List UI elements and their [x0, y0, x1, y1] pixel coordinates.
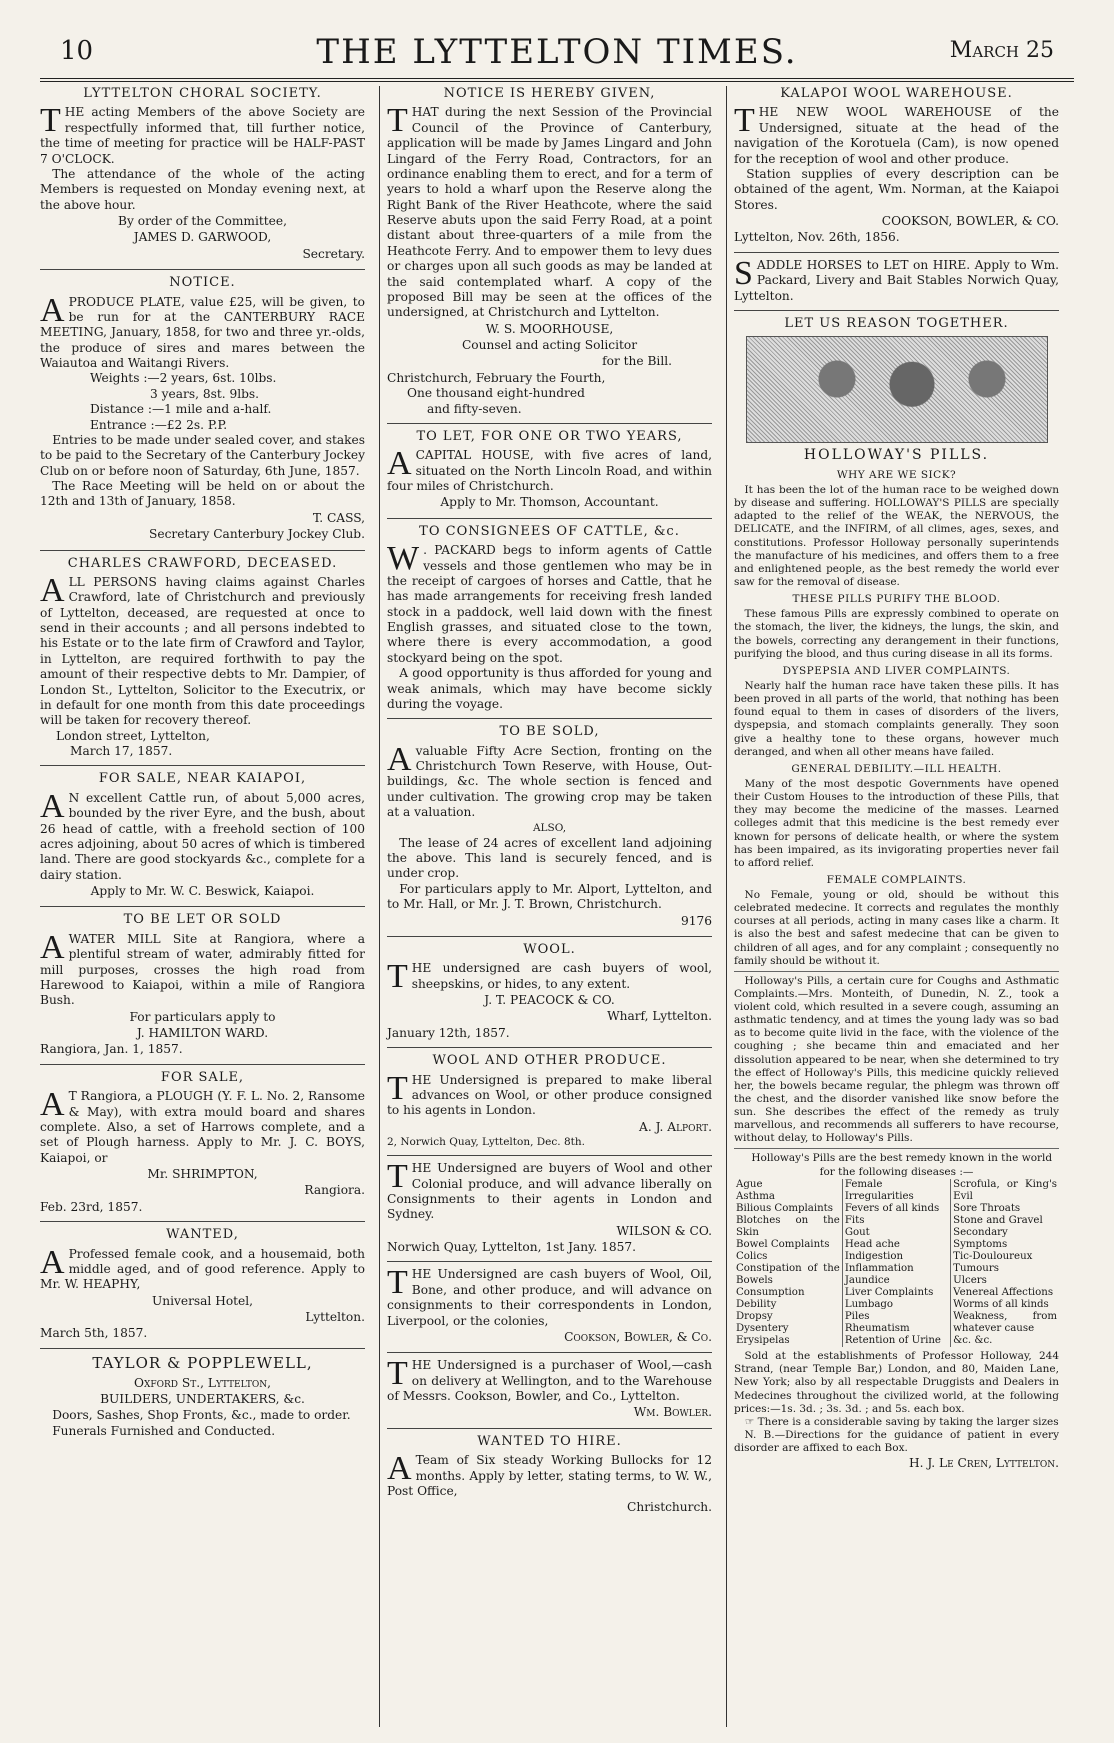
disease-item: Constipation of the Bowels	[736, 1262, 840, 1286]
ad-signature: Wm. Bowler.	[633, 1405, 712, 1420]
drop-cap: A	[40, 571, 65, 609]
ad-body: Doors, Sashes, Shop Fronts, &c., made to order.	[52, 1408, 351, 1423]
column-divider	[379, 86, 380, 1727]
drop-cap: A	[387, 1450, 412, 1488]
drop-cap: T	[387, 958, 408, 996]
ad-text: HE Undersigned is a purchaser of Wool,—cash on delivery at Wellington, and to the Warehouse of Messrs. Cookson, Bowler, and Co., Lyttelton.	[387, 1358, 712, 1403]
ad-heading: NOTICE.	[169, 275, 236, 291]
column-2	[387, 86, 712, 1727]
ad-text: Professed female cook, and a housemaid, both middle aged, and of good reference. Apply to Mr. W. HEAPHY,	[40, 1246, 365, 1292]
disease-item: Ague	[736, 1178, 763, 1190]
ad-text: . PACKARD begs to inform agents of Cattle vessels and those gentlemen who may be in the receipt of cargoes of horses and Cattle, that he has made arrangements for receiving fresh landed stock in a paddock, well laid down with the finest English grasses, and situated close to the town, where there is every accommodation, a good stockyard being on the spot.	[387, 543, 712, 665]
ad-body	[387, 540, 712, 666]
ad-wanted-cook	[40, 1221, 365, 1344]
ad-wool-buyers	[387, 936, 712, 1043]
disease-item: Weakness, from whatever cause	[953, 1311, 1057, 1335]
ad-text: Team of Six steady Working Bullocks for 12 months. Apply by letter, stating terms, to W. W., Post Office,	[387, 1453, 712, 1498]
disease-item: Ulcers	[953, 1274, 987, 1286]
disease-item: Venereal Affections	[953, 1287, 1054, 1298]
ad-trade: BUILDERS, UNDERTAKERS, &c.	[100, 1392, 305, 1407]
ad-plough-sale	[40, 1064, 365, 1217]
ad-date: Rangiora, Jan. 1, 1857.	[40, 1042, 183, 1057]
ad-heading: WANTED TO HIRE.	[477, 1433, 622, 1449]
ad-date: Feb. 23rd, 1857.	[40, 1199, 143, 1214]
ad-reference: 9176	[680, 913, 712, 928]
ad-signature: By order of the Committee,	[118, 214, 287, 228]
ad-body	[387, 958, 712, 996]
ad-text: WATER MILL Site at Rangiora, where a plentiful stream of water, admirably fitted for mill purposes, crosses the high road from Harewood to Kaiapoi, within a mile of Rangiora Bush.	[40, 931, 365, 1008]
drop-cap: A	[40, 928, 65, 966]
ad-body: Nearly half the human race have taken these pills. It has been proved in all parts of the world, that nothing has been found equal to them in cases of disorders of the livers, dyspepsia, and stomach complaints generally. They soon give a healthy tone to these organs, however much deranged, and when all other means have failed.	[734, 680, 1059, 758]
ad-wilson-co	[387, 1155, 712, 1257]
ad-heading: TO CONSIGNEES OF CATTLE, &c.	[419, 523, 680, 539]
drop-cap: A	[40, 1243, 65, 1281]
ad-section-sale	[387, 718, 712, 932]
newspaper-title: THE LYTTELTON TIMES.	[316, 32, 798, 72]
disease-item: Erysipelas	[736, 1335, 790, 1347]
ad-text: LL PERSONS having claims against Charles Crawford, late of Christchurch and previously of Lyttelton, deceased, are requested at once to send in their accounts ; and all persons indebted to his Estate or to the late firm of Crawford and Taylor, in Lyttelton, are required forthwith to pay the amount of their respective debts to Mr. Dampier, of London St., Lyttelton, Solicitor to the Executrix, or in default for one month from this date proceedings will be taken for recovery thereof.	[40, 574, 365, 728]
ad-heading: TO BE SOLD,	[499, 724, 600, 740]
ad-text: N excellent Cattle run, of about 5,000 acres, bounded by the river Eyre, and the bush, about 26 head of cattle, with a freehold section of 100 acres adjoining, about 50 acres of which is timbered land. There are good stockyards &c., complete for a dairy station.	[40, 790, 365, 882]
disease-item: Colics	[736, 1250, 768, 1262]
ad-signature: T. CASS,	[312, 510, 365, 525]
ad-text: valuable Fifty Acre Section, fronting on the Christchurch Town Reserve, with House, Out-buildings, &c. The whole section is fenced and under cultivation. The growing crop may be taken at a valuation.	[387, 743, 712, 820]
ad-signature: Secretary Canterbury Jockey Club.	[149, 527, 365, 542]
diseases-column	[734, 1179, 842, 1347]
ad-signature: WILSON & CO.	[616, 1223, 712, 1238]
ad-heading: WANTED,	[166, 1227, 239, 1243]
ad-date: One thousand eight-hundred	[407, 386, 585, 401]
ad-signature: W. S. MOORHOUSE,	[485, 321, 614, 336]
ad-signature: J. T. PEACOCK & CO.	[484, 993, 615, 1007]
disease-item: Tumours	[953, 1262, 999, 1274]
disease-item: Fevers of all kinds	[844, 1202, 940, 1214]
ad-wanted-to-hire	[387, 1428, 712, 1519]
ad-body	[40, 1086, 365, 1166]
ad-text: HE acting Members of the above Society are respectfully informed that, till further notice, the time of meeting for practice will be HALF-PAST 7 O'CLOCK.	[40, 105, 365, 166]
ad-body: Holloway's Pills are the best remedy known in the world for the following diseases :—	[734, 1148, 1059, 1178]
ad-subheading: DYSPEPSIA AND LIVER COMPLAINTS.	[782, 664, 1011, 677]
ad-body: The lease of 24 acres of excellent land adjoining the above. This land is securely fenced, and is under crop.	[387, 835, 712, 881]
ad-date: March 17, 1857.	[70, 744, 173, 758]
ad-signature: For particulars apply to	[129, 1009, 276, 1024]
ad-body	[734, 102, 1059, 167]
ad-wool-warehouse	[734, 86, 1059, 248]
ad-heading: FOR SALE,	[160, 1069, 245, 1085]
ad-heading: LYTTELTON CHORAL SOCIETY.	[83, 86, 322, 101]
engraving-illustration	[746, 336, 1048, 443]
drop-cap: A	[387, 740, 412, 778]
ad-body	[387, 1158, 712, 1223]
disease-item: &c. &c.	[953, 1335, 993, 1347]
ad-signature: Secretary.	[302, 246, 365, 261]
ad-heading: NOTICE IS HEREBY GIVEN,	[443, 86, 656, 101]
disease-item: Jaundice	[844, 1274, 890, 1286]
ad-text: CAPITAL HOUSE, with five acres of land, situated on the North Lincoln Road, and within four miles of Christchurch.	[387, 448, 712, 493]
disease-item: Female Irregularities	[844, 1178, 914, 1202]
ad-cookson-bowler	[387, 1261, 712, 1348]
disease-item: Gout	[844, 1226, 870, 1238]
diseases-column	[842, 1179, 950, 1347]
disease-item: Rheumatism	[844, 1323, 910, 1335]
ad-date: Christchurch, February the Fourth,	[387, 370, 606, 385]
ad-subheading: FEMALE COMPLAINTS.	[826, 873, 967, 886]
page-number: 10	[60, 36, 94, 66]
disease-item: Blotches on the Skin	[736, 1214, 840, 1238]
disease-item: Asthma	[736, 1190, 775, 1202]
race-distance: Distance :—1 mile and a-half.	[90, 402, 272, 417]
ad-body	[734, 254, 1059, 304]
ad-subheading: ALSO,	[532, 821, 567, 834]
ad-body: It has been the lot of the human race to be weighed down by disease and suffering. HOLLOWAY'S PILLS are specially adapted to the relief of the WEAK, the NERVOUS, the DELICATE, and the INFIRM, of all climes, ages, sexes, and constitutions. Professor Holloway personally superintends the manufacture of his medicines, and offers them to a free and enlightened people, as the best remedy the world ever saw for the removal of disease.	[734, 484, 1059, 588]
ad-body: These famous Pills are expressly combined to operate on the stomach, the liver, the kidneys, the lungs, the skin, and the bowels, correcting any derangement in their functions, purifying the blood, and thus curing disease in all its forms.	[734, 608, 1059, 660]
column-divider	[726, 86, 727, 1727]
race-weights: Weights :—2 years, 6st. 10lbs.	[90, 371, 277, 386]
ad-signature: Apply to Mr. Thomson, Accountant.	[440, 495, 659, 510]
ad-signature: JAMES D. GARWOOD,	[133, 230, 272, 245]
ad-kaiapoi-sale	[40, 765, 365, 902]
ad-signature: COOKSON, BOWLER, & CO.	[881, 214, 1059, 228]
disease-item: Worms of all kinds	[953, 1299, 1049, 1311]
ad-subheading: WHY ARE WE SICK?	[836, 468, 957, 481]
ad-testimonial: Holloway's Pills, a certain cure for Coughs and Asthmatic Complaints.—Mrs. Monteith, of Dunedin, N. Z., took a violent cold, which resulted in a severe cough, assuming an asthmatic tendency, and at times the young lady was so bad as to become quite livid in the face, with the violence of the coughing ; she became thin and emaciated and her dissolution appeared to be near, when she determined to try the effect of Holloway's Pills, this medicine quickly relieved her, the bowels became regular, the phlegm was thrown off the chest, and the disorder vanished like snow before the sun. She describes the effect of the remedy as truly marvellous, and recommends all sufferers to have recourse, without delay, to Holloway's Pills.	[734, 971, 1059, 1146]
ad-body	[40, 571, 365, 729]
drop-cap: T	[734, 102, 755, 140]
disease-item: Stone and Gravel	[953, 1214, 1043, 1226]
ad-heading: CHARLES CRAWFORD, DECEASED.	[67, 555, 338, 571]
ad-body	[40, 1243, 365, 1293]
ad-signature: for the Bill.	[602, 354, 672, 369]
ad-text: HAT during the next Session of the Provincial Council of the Province of Canterbury, application will be made by James Lingard and John Lingard of the Ferry Road, Contractors, for an ordinance enabling them to erect, and for a term of years to hold a wharf upon the Reserve along the Right Bank of the River Heathcote, where the said Reserve abuts upon the said Ferry Road, at a point distant about three-quarters of a mile from the Heathcote Ferry. And to empower them to levy dues or charges upon all such goods as may be landed at the said contemplated wharf. A copy of the proposed Bill may be seen at the offices of the undersigned, at Christchurch and Lyttelton.	[387, 105, 712, 320]
pointing-hand-icon: ☞	[744, 1415, 758, 1428]
ad-signature: London street, Lyttelton,	[56, 728, 210, 743]
ad-body	[40, 787, 365, 883]
disease-item: Tic-Douloureux	[953, 1250, 1033, 1262]
drop-cap: A	[40, 1086, 65, 1124]
disease-item: Head ache	[844, 1238, 900, 1250]
drop-cap: A	[40, 291, 65, 329]
ad-body: A good opportunity is thus afforded for young and weak animals, which may have become sickly during the voyage.	[387, 666, 712, 711]
ad-body	[387, 1069, 712, 1119]
ad-heading: FOR SALE, NEAR KAIAPOI,	[98, 771, 307, 787]
drop-cap: T	[387, 1264, 408, 1302]
ad-notice-given	[387, 86, 712, 419]
race-weights: 3 years, 8st. 9lbs.	[150, 386, 260, 401]
diseases-column	[951, 1179, 1059, 1347]
ad-text: PRODUCE PLATE, value £25, will be given, to be run for at the CANTERBURY RACE MEETING, January, 1858, for two and three yr.-olds, the produce of sires and mares between the Waiautoa and Waitangi Rivers.	[40, 294, 365, 370]
ad-text: HE undersigned are cash buyers of wool, sheepskins, or hides, to any extent.	[411, 961, 712, 991]
ad-holloways-pills	[734, 310, 1059, 1475]
ad-water-mill	[40, 906, 365, 1059]
ad-text: HE Undersigned are buyers of Wool and other Colonial produce, and will advance liberally on Consignments to their agents in London and Sydney.	[387, 1161, 712, 1222]
drop-cap: T	[387, 102, 408, 140]
ad-signature: J. HAMILTON WARD.	[136, 1026, 269, 1040]
ad-heading: TO LET, FOR ONE OR TWO YEARS,	[416, 428, 683, 444]
ad-signature: Cookson, Bowler, & Co.	[564, 1329, 712, 1344]
ad-note: N. B.—Directions for the guidance of patient in every disorder are affixed to each Box.	[734, 1428, 1059, 1455]
disease-item: Inflammation	[844, 1262, 914, 1274]
disease-item: Consumption	[736, 1287, 805, 1298]
drop-cap: T	[40, 102, 61, 140]
ad-body	[40, 102, 365, 167]
issue-date: March 25	[949, 38, 1054, 63]
masthead-rule	[40, 78, 1074, 82]
ad-text: There is a considerable saving by taking the larger sizes	[757, 1415, 1059, 1428]
drop-cap: A	[387, 445, 412, 483]
ad-body	[387, 102, 712, 320]
ad-heading: WOOL AND OTHER PRODUCE.	[432, 1053, 667, 1069]
ad-address: Oxford St., Lyttelton,	[133, 1375, 271, 1390]
ad-body	[387, 445, 712, 494]
ad-date: 2, Norwich Quay, Lyttelton, Dec. 8th.	[387, 1136, 585, 1148]
disease-item: Piles	[844, 1311, 870, 1323]
ad-signature: Counsel and acting Solicitor	[461, 338, 638, 352]
ad-to-let-house	[387, 423, 712, 514]
ad-date: Lyttelton, Nov. 26th, 1856.	[734, 230, 900, 245]
ad-wool-produce	[387, 1047, 712, 1151]
ad-heading: WOOL.	[523, 941, 576, 957]
drop-cap: A	[40, 787, 65, 825]
ad-taylor-popplewell	[40, 1348, 365, 1441]
ad-date: Norwich Quay, Lyttelton, 1st Jany. 1857.	[387, 1240, 637, 1254]
masthead	[40, 30, 1074, 78]
disease-item: Retention of Urine	[844, 1335, 941, 1347]
ad-body: Entries to be made under sealed cover, and stakes to be paid to the Secretary of the Canterbury Jockey Club on or before noon of Saturday, 6th June, 1857.	[40, 432, 365, 478]
drop-cap: W	[387, 540, 420, 578]
ad-heading: TO BE LET OR SOLD	[123, 912, 282, 928]
ad-date: January 12th, 1857.	[387, 1025, 510, 1040]
ad-text: T Rangiora, a PLOUGH (Y. F. L. No. 2, Ransome & May), with extra mould board and shares complete. Also, a set of Harrows complete, and a set of Plough harness. Apply to Mr. J. C. BOYS, Kaiapoi, or	[40, 1089, 365, 1165]
disease-item: Bilious Complaints	[736, 1202, 834, 1214]
disease-item: Dropsy	[736, 1311, 773, 1323]
ad-body	[387, 740, 712, 821]
ad-date: and fifty-seven.	[427, 401, 522, 416]
ad-signature: Mr. SHRIMPTON,	[147, 1167, 258, 1181]
drop-cap: T	[387, 1069, 408, 1107]
ad-body: Station supplies of every description can be obtained of the agent, Wm. Norman, at the Kaiapoi Stores.	[734, 166, 1059, 212]
disease-item: Lumbago	[844, 1299, 894, 1311]
drop-cap: T	[387, 1355, 408, 1393]
ad-text: HE Undersigned are cash buyers of Wool, Oil, Bone, and other produce, and will advance on consignments to their correspondents in London, Liverpool, or the colonies,	[387, 1267, 712, 1328]
ad-subheading: THESE PILLS PURIFY THE BLOOD.	[792, 593, 1001, 606]
ad-heading: TAYLOR & POPPLEWELL,	[92, 1353, 313, 1372]
ad-signature: Lyttelton.	[305, 1310, 365, 1324]
ad-body	[387, 1355, 712, 1404]
ad-body: Many of the most despotic Governments have opened their Custom Houses to the introduction of these Pills, that they may become the medicine of the masses. Learned colleges admit that this medicine is the best remedy ever known for persons of delicate health, or where the system has been impaired, as its invigorating properties never fail to afford relief.	[734, 778, 1059, 869]
disease-item: Scrofula, or King's Evil	[953, 1178, 1057, 1202]
disease-item: Debility	[736, 1299, 777, 1311]
ad-body: Funerals Furnished and Conducted.	[52, 1423, 276, 1438]
ad-signature: Universal Hotel,	[151, 1293, 254, 1308]
disease-item: Secondary Symptoms	[953, 1226, 1008, 1250]
diseases-table	[734, 1179, 1059, 1347]
ad-crawford-deceased	[40, 550, 365, 762]
ad-body	[387, 1264, 712, 1329]
ad-text: ADDLE HORSES to LET on HIRE. Apply to Wm. Packard, Livery and Bait Stables Norwich Quay, Lyttelton.	[734, 257, 1059, 303]
ad-body: The Race Meeting will be held on or about the 12th and 13th of January, 1858.	[40, 479, 365, 509]
disease-item: Indigestion	[844, 1250, 904, 1262]
ad-body	[40, 291, 365, 372]
ad-race-notice	[40, 269, 365, 545]
disease-item: Liver Complaints	[844, 1287, 934, 1298]
race-entrance: Entrance :—£2 2s. P.P.	[90, 417, 228, 432]
disease-item: Sore Throats	[953, 1202, 1021, 1214]
drop-cap: S	[734, 254, 753, 292]
disease-item: Bowel Complaints	[736, 1238, 830, 1250]
ad-note	[734, 1416, 1059, 1429]
ad-signature: Apply to Mr. W. C. Beswick, Kaiapoi.	[90, 884, 315, 898]
ad-signature: A. J. Alport.	[639, 1119, 712, 1134]
ad-choral-society	[40, 86, 365, 265]
ad-signature: Wharf, Lyttelton.	[607, 1009, 712, 1024]
ad-date: March 5th, 1857.	[40, 1326, 148, 1341]
ad-subheading: GENERAL DEBILITY.—ILL HEALTH.	[791, 762, 1002, 775]
ad-signature: H. J. Le Cren, Lyttelton.	[908, 1456, 1059, 1471]
disease-item: Dysentery	[736, 1323, 789, 1335]
disease-item: Fits	[844, 1214, 865, 1226]
ad-heading: LET US REASON TOGETHER.	[784, 315, 1009, 331]
ad-signature: Rangiora.	[304, 1183, 365, 1198]
ad-body	[387, 1450, 712, 1499]
ad-text: HE NEW WOOL WAREHOUSE of the Undersigned, situate at the head of the navigation of the Korotuela (Cam), is now opened for the reception of wool and other produce.	[734, 105, 1059, 166]
column-3	[734, 86, 1059, 1727]
ad-body: Sold at the establishments of Professor Holloway, 244 Strand, (near Temple Bar,) London, and 80, Maiden Lane, New York; also by all respectable Druggists and Dealers in Medecines throughout the civilized world, at the following prices:—1s. 3d. ; 3s. 3d. ; and 5s. each box.	[734, 1350, 1059, 1415]
ad-signature: Christchurch.	[627, 1500, 712, 1515]
ad-bowler	[387, 1352, 712, 1424]
ad-title: HOLLOWAY'S PILLS.	[803, 447, 990, 464]
ad-body: No Female, young or old, should be without this celebrated medecine. It corrects and regulates the monthly courses at all periods, acting in many cases like a charm. It is also the best and safest medecine that can be given to children of all ages, and for any complaint ; consequently no family should be without it.	[734, 889, 1059, 967]
column-1	[40, 86, 365, 1727]
ad-body: The attendance of the whole of the acting Members is requested on Monday evening next, at the above hour.	[40, 166, 365, 212]
ad-heading: KALAPOI WOOL WAREHOUSE.	[780, 86, 1013, 101]
ad-body: For particulars apply to Mr. Alport, Lyttelton, and to Mr. Hall, or Mr. J. T. Brown, Christchurch.	[387, 881, 712, 912]
drop-cap: T	[387, 1158, 408, 1196]
ad-body	[40, 928, 365, 1009]
ad-saddle-horses	[734, 252, 1059, 306]
ad-consignees-cattle	[387, 518, 712, 715]
ad-text: HE Undersigned is prepared to make liberal advances on Wool, or other produce consigned to his agents in London.	[387, 1072, 712, 1118]
